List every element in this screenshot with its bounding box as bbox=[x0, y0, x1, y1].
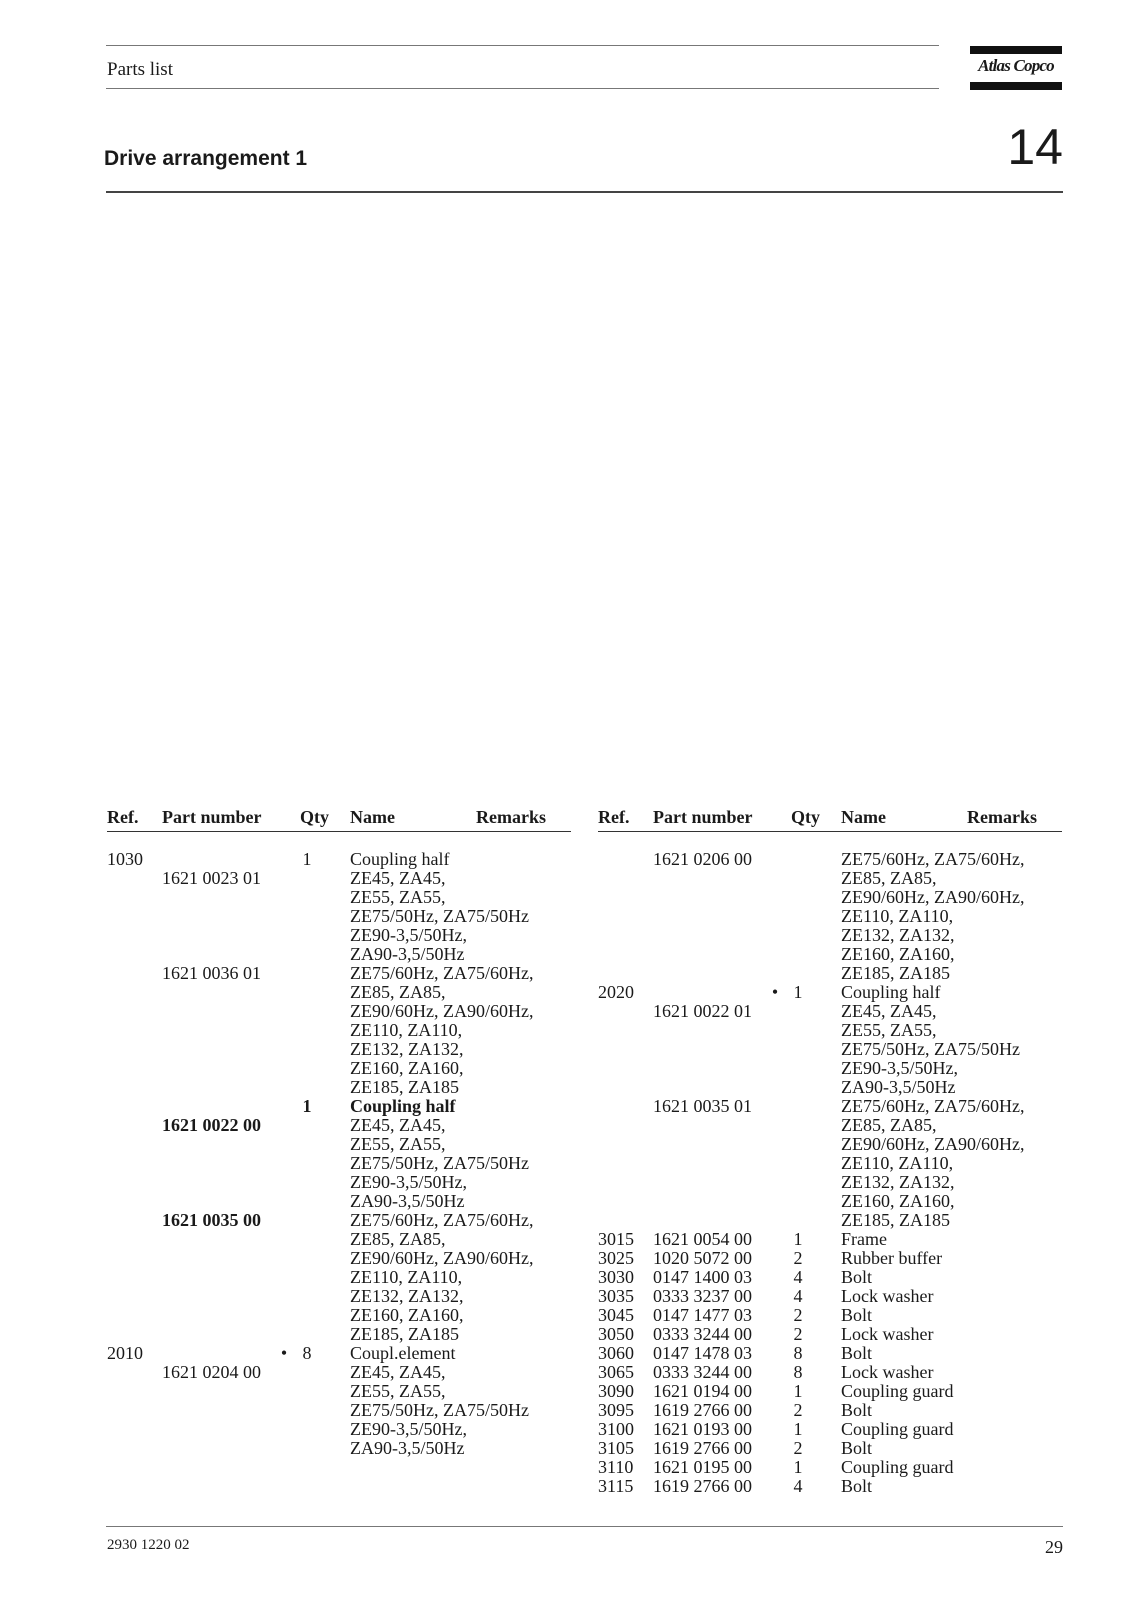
table-row bbox=[107, 1154, 571, 1173]
table-row bbox=[107, 1268, 571, 1287]
table-row bbox=[107, 964, 571, 983]
table-row bbox=[107, 850, 571, 869]
header-ref: Ref. bbox=[598, 807, 630, 827]
cell-name: ZE75/50Hz, ZA75/50Hz bbox=[350, 1153, 529, 1173]
table-row bbox=[598, 1211, 1062, 1230]
table-row bbox=[598, 1097, 1062, 1116]
table-row bbox=[598, 926, 1062, 945]
table-row bbox=[598, 1173, 1062, 1192]
cell-part-number: 1619 2766 00 bbox=[653, 1476, 752, 1496]
cell-name: ZE55, ZA55, bbox=[841, 1020, 937, 1040]
cell-ref: 3065 bbox=[598, 1362, 634, 1382]
table-row bbox=[107, 926, 571, 945]
cell-name: ZE90-3,5/50Hz, bbox=[841, 1058, 958, 1078]
table-row bbox=[107, 1306, 571, 1325]
cell-part-number: 1020 5072 00 bbox=[653, 1248, 752, 1268]
table-row bbox=[107, 888, 571, 907]
table-row bbox=[598, 1154, 1062, 1173]
cell-qty: 1 bbox=[793, 982, 803, 1002]
header-rule-bottom bbox=[106, 88, 939, 89]
table-row bbox=[598, 1192, 1062, 1211]
cell-name: ZE160, ZA160, bbox=[841, 1191, 955, 1211]
cell-qty: 2 bbox=[793, 1400, 803, 1420]
cell-part-number: 1621 0022 00 bbox=[162, 1115, 261, 1135]
table-row bbox=[598, 1458, 1062, 1477]
cell-ref: 3060 bbox=[598, 1343, 634, 1363]
cell-name: Coupling guard bbox=[841, 1419, 954, 1439]
cell-qty: 8 bbox=[302, 1343, 312, 1363]
table-row bbox=[107, 1135, 571, 1154]
cell-name: ZE132, ZA132, bbox=[841, 1172, 955, 1192]
table-row bbox=[107, 1002, 571, 1021]
table-row bbox=[598, 1268, 1062, 1287]
header-ref: Ref. bbox=[107, 807, 139, 827]
cell-ref: 3105 bbox=[598, 1438, 634, 1458]
cell-name: ZE75/50Hz, ZA75/50Hz bbox=[350, 1400, 529, 1420]
cell-name: Coupling guard bbox=[841, 1457, 954, 1477]
cell-name: ZE85, ZA85, bbox=[350, 982, 446, 1002]
cell-qty: 1 bbox=[302, 1096, 312, 1116]
cell-ref: 3025 bbox=[598, 1248, 634, 1268]
table-row bbox=[598, 1363, 1062, 1382]
table-row bbox=[598, 850, 1062, 869]
table-row bbox=[598, 907, 1062, 926]
cell-name: Frame bbox=[841, 1229, 887, 1249]
cell-marker: • bbox=[280, 1343, 288, 1363]
header-rule-top bbox=[106, 45, 939, 46]
table-row bbox=[598, 964, 1062, 983]
table-row bbox=[107, 1249, 571, 1268]
cell-name: ZE90-3,5/50Hz, bbox=[350, 925, 467, 945]
cell-name: ZE75/50Hz, ZA75/50Hz bbox=[350, 906, 529, 926]
table-row bbox=[107, 1439, 571, 1458]
cell-qty: 1 bbox=[793, 1229, 803, 1249]
cell-name: ZE75/50Hz, ZA75/50Hz bbox=[841, 1039, 1020, 1059]
table-body-left bbox=[107, 850, 571, 1458]
cell-qty: 4 bbox=[793, 1286, 803, 1306]
table-row bbox=[107, 1287, 571, 1306]
table-row bbox=[598, 1116, 1062, 1135]
cell-name: Lock washer bbox=[841, 1286, 934, 1306]
cell-ref: 3035 bbox=[598, 1286, 634, 1306]
table-row bbox=[107, 1078, 571, 1097]
logo-wordmark: Atlas Copco bbox=[978, 56, 1054, 75]
table-row bbox=[107, 1097, 571, 1116]
cell-qty: 4 bbox=[793, 1267, 803, 1287]
cell-name: ZA90-3,5/50Hz bbox=[350, 1191, 465, 1211]
table-row bbox=[598, 1230, 1062, 1249]
header-remarks: Remarks bbox=[476, 807, 546, 827]
cell-name: Bolt bbox=[841, 1476, 873, 1496]
table-row bbox=[598, 1306, 1062, 1325]
cell-name: ZE132, ZA132, bbox=[841, 925, 955, 945]
cell-ref: 3115 bbox=[598, 1476, 634, 1496]
cell-part-number: 1621 0023 01 bbox=[162, 868, 261, 888]
cell-name: ZE75/60Hz, ZA75/60Hz, bbox=[841, 1096, 1025, 1116]
cell-name: ZE85, ZA85, bbox=[350, 1229, 446, 1249]
cell-part-number: 1621 0206 00 bbox=[653, 849, 752, 869]
table-body-right bbox=[598, 850, 1062, 1496]
cell-part-number: 1621 0194 00 bbox=[653, 1381, 752, 1401]
cell-name: ZE160, ZA160, bbox=[841, 944, 955, 964]
cell-name: Lock washer bbox=[841, 1324, 934, 1344]
brand-logo bbox=[970, 46, 1062, 90]
cell-name: ZE75/60Hz, ZA75/60Hz, bbox=[350, 1210, 534, 1230]
header-qty: Qty bbox=[300, 807, 329, 827]
cell-name: ZE90/60Hz, ZA90/60Hz, bbox=[841, 887, 1025, 907]
parts-table-left bbox=[107, 807, 571, 1458]
table-row bbox=[107, 1192, 571, 1211]
table-row bbox=[107, 1401, 571, 1420]
table-row bbox=[598, 1059, 1062, 1078]
cell-qty: 1 bbox=[793, 1381, 803, 1401]
table-header bbox=[598, 807, 1062, 829]
table-row bbox=[107, 1211, 571, 1230]
cell-name: ZE132, ZA132, bbox=[350, 1286, 464, 1306]
cell-qty: 8 bbox=[793, 1362, 803, 1382]
cell-name: ZE185, ZA185 bbox=[350, 1077, 459, 1097]
cell-name: ZE85, ZA85, bbox=[841, 1115, 937, 1135]
cell-name: Coupling half bbox=[350, 1096, 456, 1116]
table-row bbox=[598, 1135, 1062, 1154]
cell-name: ZE45, ZA45, bbox=[841, 1001, 937, 1021]
cell-qty: 1 bbox=[302, 849, 312, 869]
table-row bbox=[598, 1344, 1062, 1363]
cell-name: ZA90-3,5/50Hz bbox=[350, 944, 465, 964]
table-row bbox=[598, 1249, 1062, 1268]
table-row bbox=[598, 869, 1062, 888]
cell-part-number: 1619 2766 00 bbox=[653, 1400, 752, 1420]
document-number: 2930 1220 02 bbox=[107, 1537, 190, 1553]
cell-name: ZE110, ZA110, bbox=[350, 1020, 463, 1040]
table-row bbox=[598, 1325, 1062, 1344]
cell-part-number: 0333 3244 00 bbox=[653, 1324, 752, 1344]
cell-name: ZE55, ZA55, bbox=[350, 1381, 446, 1401]
cell-ref: 3095 bbox=[598, 1400, 634, 1420]
table-row bbox=[598, 1401, 1062, 1420]
cell-name: ZE160, ZA160, bbox=[350, 1058, 464, 1078]
cell-name: ZE90-3,5/50Hz, bbox=[350, 1172, 467, 1192]
cell-name: ZE185, ZA185 bbox=[841, 1210, 950, 1230]
cell-part-number: 0333 3237 00 bbox=[653, 1286, 752, 1306]
cell-name: ZE55, ZA55, bbox=[350, 887, 446, 907]
cell-ref: 3015 bbox=[598, 1229, 634, 1249]
table-row bbox=[107, 1230, 571, 1249]
cell-name: Bolt bbox=[841, 1343, 873, 1363]
cell-name: ZE110, ZA110, bbox=[841, 906, 954, 926]
table-row bbox=[107, 1344, 571, 1363]
cell-part-number: 1621 0035 00 bbox=[162, 1210, 261, 1230]
cell-ref: 3100 bbox=[598, 1419, 634, 1439]
cell-name: Bolt bbox=[841, 1400, 873, 1420]
cell-part-number: 1621 0022 01 bbox=[653, 1001, 752, 1021]
cell-marker: • bbox=[771, 982, 779, 1002]
cell-name: Coupling half bbox=[841, 982, 941, 1002]
table-row bbox=[107, 945, 571, 964]
cell-name: ZE75/60Hz, ZA75/60Hz, bbox=[350, 963, 534, 983]
cell-name: ZE132, ZA132, bbox=[350, 1039, 464, 1059]
cell-name: ZE110, ZA110, bbox=[350, 1267, 463, 1287]
cell-name: Bolt bbox=[841, 1305, 873, 1325]
cell-qty: 2 bbox=[793, 1248, 803, 1268]
cell-part-number: 1621 0195 00 bbox=[653, 1457, 752, 1477]
table-header bbox=[107, 807, 571, 829]
cell-name: ZE55, ZA55, bbox=[350, 1134, 446, 1154]
table-row bbox=[598, 1420, 1062, 1439]
cell-name: ZE45, ZA45, bbox=[350, 1115, 446, 1135]
cell-name: Lock washer bbox=[841, 1362, 934, 1382]
table-row bbox=[598, 945, 1062, 964]
cell-name: Coupl.element bbox=[350, 1343, 456, 1363]
cell-name: Rubber buffer bbox=[841, 1248, 943, 1268]
cell-name: Coupling half bbox=[350, 849, 450, 869]
cell-name: ZE45, ZA45, bbox=[350, 868, 446, 888]
cell-ref: 3030 bbox=[598, 1267, 634, 1287]
cell-name: ZE160, ZA160, bbox=[350, 1305, 464, 1325]
cell-part-number: 1621 0036 01 bbox=[162, 963, 261, 983]
page-number: 29 bbox=[1045, 1537, 1063, 1557]
cell-qty: 2 bbox=[793, 1305, 803, 1325]
running-title: Parts list bbox=[107, 59, 173, 80]
cell-name: ZE110, ZA110, bbox=[841, 1153, 954, 1173]
cell-part-number: 0147 1477 03 bbox=[653, 1305, 752, 1325]
cell-part-number: 1621 0204 00 bbox=[162, 1362, 261, 1382]
table-row bbox=[107, 983, 571, 1002]
cell-part-number: 1619 2766 00 bbox=[653, 1438, 752, 1458]
footer-rule bbox=[106, 1526, 1063, 1527]
table-row bbox=[107, 1325, 571, 1344]
header-name: Name bbox=[841, 807, 886, 827]
table-row bbox=[107, 907, 571, 926]
table-row bbox=[598, 1078, 1062, 1097]
cell-part-number: 0333 3244 00 bbox=[653, 1362, 752, 1382]
table-row bbox=[598, 1439, 1062, 1458]
table-row bbox=[107, 1382, 571, 1401]
illustration-area bbox=[106, 200, 1063, 800]
cell-ref: 2020 bbox=[598, 982, 634, 1002]
cell-qty: 1 bbox=[793, 1457, 803, 1477]
header-part-number: Part number bbox=[653, 807, 753, 827]
cell-ref: 3045 bbox=[598, 1305, 634, 1325]
header-part-number: Part number bbox=[162, 807, 262, 827]
cell-part-number: 1621 0193 00 bbox=[653, 1419, 752, 1439]
table-row bbox=[598, 983, 1062, 1002]
table-header-rule bbox=[598, 831, 1062, 832]
table-row bbox=[107, 1363, 571, 1382]
cell-part-number: 0147 1478 03 bbox=[653, 1343, 752, 1363]
cell-ref: 3090 bbox=[598, 1381, 634, 1401]
section-number: 14 bbox=[1007, 119, 1063, 175]
cell-name: Coupling guard bbox=[841, 1381, 954, 1401]
cell-name: ZA90-3,5/50Hz bbox=[350, 1438, 465, 1458]
cell-ref: 2010 bbox=[107, 1343, 143, 1363]
title-rule bbox=[106, 191, 1063, 193]
cell-qty: 2 bbox=[793, 1324, 803, 1344]
logo-bar-top bbox=[970, 46, 1062, 54]
table-row bbox=[598, 1002, 1062, 1021]
table-row bbox=[598, 1287, 1062, 1306]
cell-name: Bolt bbox=[841, 1267, 873, 1287]
cell-name: ZE75/60Hz, ZA75/60Hz, bbox=[841, 849, 1025, 869]
table-row bbox=[107, 1420, 571, 1439]
cell-ref: 1030 bbox=[107, 849, 143, 869]
table-row bbox=[598, 1021, 1062, 1040]
cell-name: ZE185, ZA185 bbox=[350, 1324, 459, 1344]
cell-name: ZA90-3,5/50Hz bbox=[841, 1077, 956, 1097]
cell-qty: 8 bbox=[793, 1343, 803, 1363]
cell-qty: 4 bbox=[793, 1476, 803, 1496]
cell-name: ZE45, ZA45, bbox=[350, 1362, 446, 1382]
table-row bbox=[598, 1040, 1062, 1059]
cell-name: ZE185, ZA185 bbox=[841, 963, 950, 983]
cell-qty: 2 bbox=[793, 1438, 803, 1458]
parts-table-right bbox=[598, 807, 1062, 1496]
table-row bbox=[107, 1059, 571, 1078]
table-row bbox=[598, 888, 1062, 907]
cell-name: ZE90/60Hz, ZA90/60Hz, bbox=[350, 1001, 534, 1021]
cell-qty: 1 bbox=[793, 1419, 803, 1439]
cell-ref: 3050 bbox=[598, 1324, 634, 1344]
header-name: Name bbox=[350, 807, 395, 827]
cell-name: ZE90-3,5/50Hz, bbox=[350, 1419, 467, 1439]
cell-name: Bolt bbox=[841, 1438, 873, 1458]
table-row bbox=[107, 869, 571, 888]
cell-name: ZE85, ZA85, bbox=[841, 868, 937, 888]
cell-part-number: 0147 1400 03 bbox=[653, 1267, 752, 1287]
table-row bbox=[107, 1040, 571, 1059]
header-qty: Qty bbox=[791, 807, 820, 827]
logo-bar-bottom bbox=[970, 82, 1062, 90]
table-row bbox=[598, 1477, 1062, 1496]
cell-ref: 3110 bbox=[598, 1457, 634, 1477]
table-row bbox=[598, 1382, 1062, 1401]
header-remarks: Remarks bbox=[967, 807, 1037, 827]
cell-part-number: 1621 0054 00 bbox=[653, 1229, 752, 1249]
cell-name: ZE90/60Hz, ZA90/60Hz, bbox=[350, 1248, 534, 1268]
page-title: Drive arrangement 1 bbox=[104, 147, 308, 170]
table-header-rule bbox=[107, 831, 571, 832]
cell-part-number: 1621 0035 01 bbox=[653, 1096, 752, 1116]
table-row bbox=[107, 1021, 571, 1040]
table-row bbox=[107, 1173, 571, 1192]
table-row bbox=[107, 1116, 571, 1135]
cell-name: ZE90/60Hz, ZA90/60Hz, bbox=[841, 1134, 1025, 1154]
